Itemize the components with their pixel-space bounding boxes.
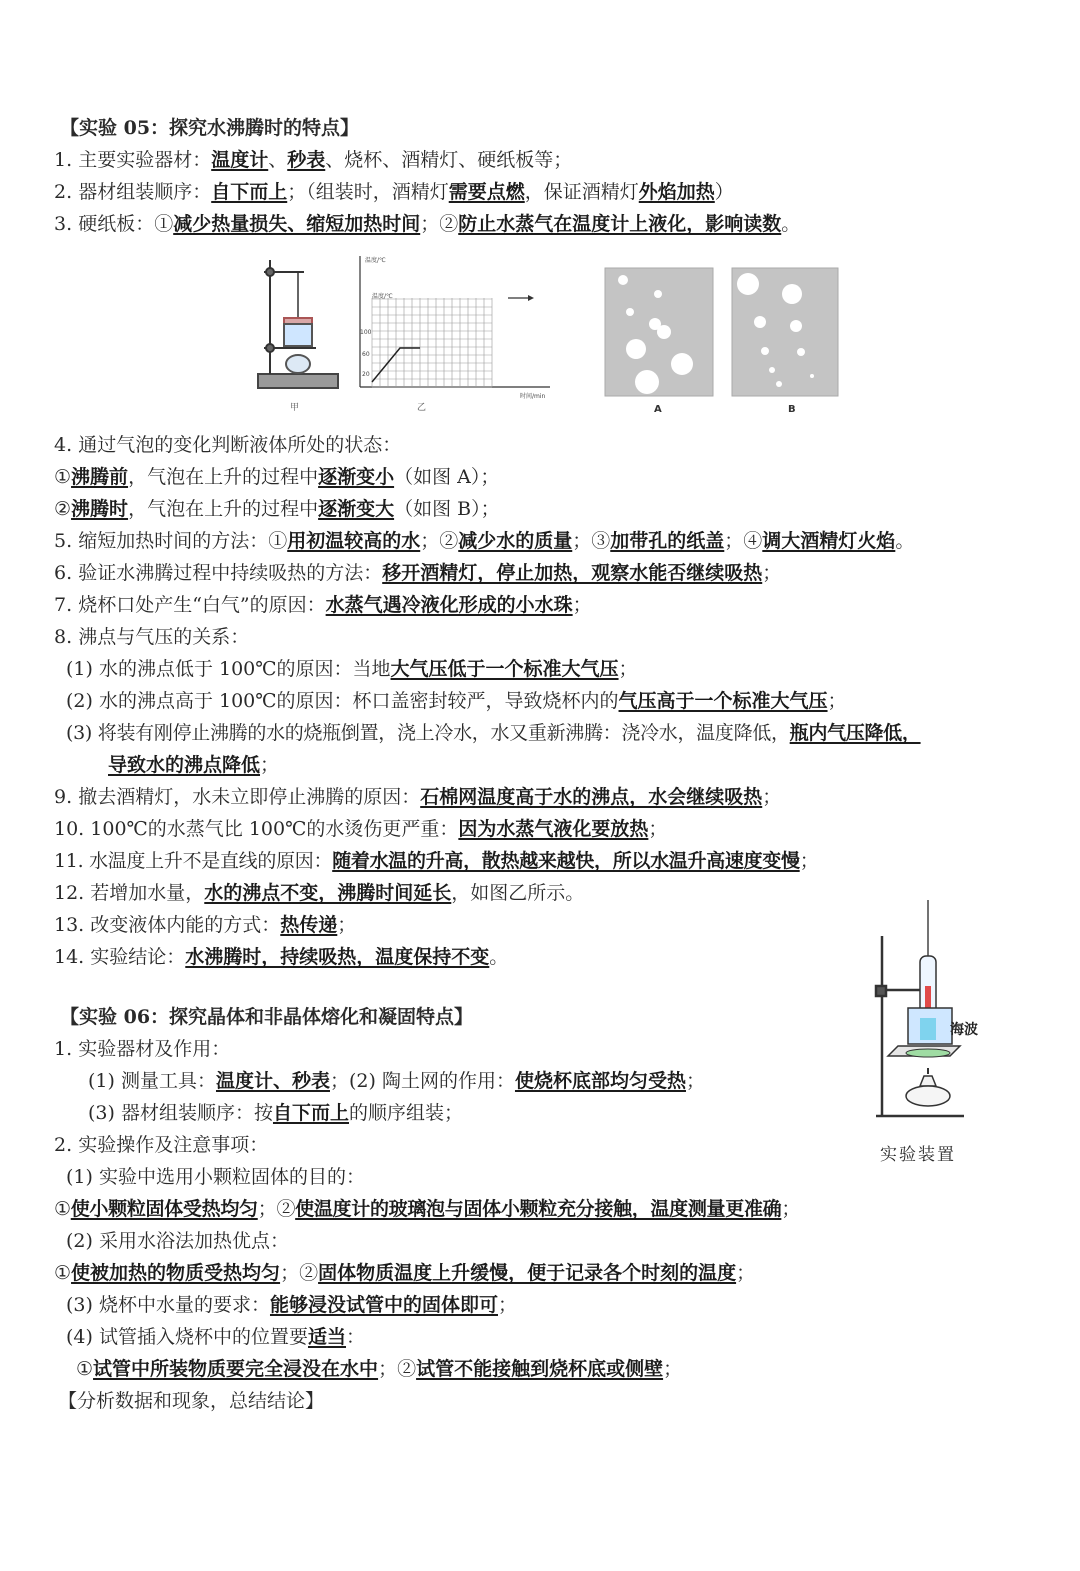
item-number: (1): [88, 1070, 115, 1092]
item-number: 8.: [54, 626, 73, 648]
figure-label-b: B: [788, 404, 796, 415]
item-text: ；②: [280, 1262, 319, 1284]
exp05-item-8-3: [66, 718, 921, 748]
exp05-title: 【实验 05：探究水沸腾时的特点】: [60, 117, 360, 139]
item-text: ；: [572, 594, 592, 616]
item-text: 水温度上升不是直线的原因：: [89, 850, 333, 872]
answer-text: 逐渐变大: [318, 498, 395, 520]
item-text: 实验结论：: [90, 946, 186, 968]
answer-text: 沸腾时: [71, 498, 129, 520]
exp06-item-1-3: [88, 1098, 463, 1128]
exp05-item-9: [54, 782, 781, 812]
item-text: 撤去酒精灯，水未立即停止沸腾的原因：: [78, 786, 421, 808]
exp06-item-1-1: [88, 1066, 705, 1096]
item-text: 烧杯中水量的要求：: [98, 1294, 270, 1316]
bubbles-during-boiling-panel: [732, 268, 838, 396]
item-number: 2.: [54, 1134, 73, 1156]
answer-text: 试管中所装物质要完全浸没在水中: [93, 1358, 379, 1380]
answer-text: 使被加热的物质受热均匀: [71, 1262, 281, 1284]
exp05-item-3: [54, 209, 800, 239]
label-haibo: 海波: [950, 1022, 978, 1038]
graph-tick-label: 20: [362, 371, 370, 378]
item-text: 实验操作及注意事项：: [78, 1134, 269, 1156]
item-number: 3.: [54, 213, 73, 235]
item-text: ；: [685, 1070, 705, 1092]
answer-text: 温度计、秒表: [215, 1070, 330, 1092]
item-text: ；: [337, 914, 357, 936]
exp05-item-1: [54, 145, 572, 175]
answer-text: 秒表: [287, 149, 326, 171]
item-text: ）: [714, 181, 734, 203]
exp05-item-5: [54, 526, 914, 556]
item-text: 验证水沸腾过程中持续吸热的方法：: [78, 562, 383, 584]
item-text: ；: [762, 562, 782, 584]
answer-text: 水蒸气遇冷液化形成的小水珠: [325, 594, 573, 616]
item-text: ；④: [724, 530, 763, 552]
answer-text: 自下而上: [211, 181, 288, 203]
item-text: ；: [260, 754, 280, 776]
item-text: 、烧杯、酒精灯、硬纸板等；: [325, 149, 573, 171]
answer-text: 石棉网温度高于水的沸点，水会继续吸热: [420, 786, 763, 808]
answer-text: 减少热量损失、缩短加热时间: [173, 213, 421, 235]
exp05-item-4b: [54, 494, 500, 524]
item-text: ；(2) 陶土网的作用：: [330, 1070, 515, 1092]
item-text: 测量工具：: [120, 1070, 216, 1092]
temperature-time-graph: [360, 256, 550, 400]
item-text: 。: [781, 213, 801, 235]
answer-text: 适当: [307, 1326, 346, 1348]
water-bath-apparatus-diagram: [868, 896, 998, 1126]
item-number: 4.: [54, 434, 73, 456]
item-text: ；②: [420, 213, 459, 235]
item-text: 缩短加热时间的方法：①: [78, 530, 288, 552]
item-text: ；: [498, 1294, 518, 1316]
item-text: 。: [895, 530, 915, 552]
exp06-item-2-2: [66, 1226, 289, 1256]
item-number: 11.: [54, 850, 84, 872]
item-text: ；②: [420, 530, 459, 552]
item-number: (3): [66, 722, 93, 744]
item-text: 烧杯口处产生“白气”的原因：: [78, 594, 326, 616]
item-text: 硬纸板：①: [78, 213, 174, 235]
item-number: 5.: [54, 530, 73, 552]
item-number: 9.: [54, 786, 73, 808]
answer-text: 减少水的质量: [458, 530, 573, 552]
answer-text: 因为水蒸气液化要放热: [458, 818, 649, 840]
exp05-item-12: [54, 878, 584, 908]
exp06-item-2: [54, 1130, 268, 1160]
item-text: （如图 A）；: [394, 466, 500, 488]
item-text: ，保证酒精灯: [524, 181, 639, 203]
graph-inner-title: 温度/℃: [372, 293, 393, 300]
boiling-apparatus-diagram: [258, 260, 338, 388]
item-text: 将装有刚停止沸腾的水的烧瓶倒置，浇上冷水，水又重新沸腾：浇冷水，温度降低，: [97, 722, 790, 744]
item-text: ①: [54, 1262, 72, 1284]
exp06-title: 【实验 06：探究晶体和非晶体熔化和凝固特点】: [60, 1006, 474, 1028]
item-number: 10.: [54, 818, 85, 840]
answer-text: 逐渐变小: [318, 466, 395, 488]
graph-tick-label: 60: [362, 351, 370, 358]
exp06-item-2-2-detail: [54, 1258, 755, 1288]
exp06-item-2-4-detail: [76, 1354, 682, 1384]
answer-text: 外焰加热: [638, 181, 715, 203]
item-text: 、: [268, 149, 288, 171]
exp06-item-2-4: [66, 1322, 365, 1352]
item-text: ：: [346, 1326, 366, 1348]
exp05-item-8-2: [66, 686, 847, 716]
item-text: ；: [618, 658, 638, 680]
graph-tick-label: 100: [360, 329, 372, 336]
item-text: 水的沸点高于 100℃的原因：杯口盖密封较严，导致烧杯内的: [98, 690, 619, 712]
exp06-item-2-1: [66, 1162, 365, 1192]
exp05-item-6: [54, 558, 781, 588]
exp06-item-1: [54, 1034, 230, 1064]
exp05-item-4a: [54, 462, 499, 492]
item-text: 器材组装顺序：按: [120, 1102, 273, 1124]
item-text: ；③: [572, 530, 611, 552]
answer-text: 使小颗粒固体受热均匀: [70, 1198, 258, 1220]
figure-label-a: A: [654, 404, 662, 415]
item-number: (2): [66, 690, 93, 712]
item-number: 2.: [54, 181, 73, 203]
item-text: ；: [648, 818, 668, 840]
item-text: ；②: [378, 1358, 417, 1380]
item-text: ，如图乙所示。: [451, 882, 585, 904]
exp05-item-7: [54, 590, 592, 620]
item-text: ；: [736, 1262, 756, 1284]
exp05-item-11: [54, 846, 818, 876]
item-text: 采用水浴法加热优点：: [98, 1230, 289, 1252]
item-number: (1): [66, 658, 93, 680]
answer-text: 随着水温的升高，散热越来越快，所以水温升高速度变慢: [332, 850, 800, 872]
item-text: ，气泡在上升的过程中: [128, 498, 319, 520]
figure-label-jia: 甲: [290, 403, 300, 413]
exp06-item-2-1-detail: [54, 1194, 800, 1224]
item-text: 器材组装顺序：: [78, 181, 212, 203]
exp05-item-8-3-cont: [108, 750, 279, 780]
answer-text: 试管不能接触到烧杯底或侧壁: [416, 1358, 664, 1380]
item-text: ①: [76, 1358, 94, 1380]
item-text: 的顺序组装；: [349, 1102, 464, 1124]
item-number: 1.: [54, 1038, 73, 1060]
item-text: 实验器材及作用：: [78, 1038, 231, 1060]
item-number: (3): [66, 1294, 93, 1316]
exp05-item-2: [54, 177, 734, 207]
item-text: ；: [799, 850, 819, 872]
item-text: ；: [781, 1198, 801, 1220]
item-text: ①: [54, 1198, 71, 1220]
item-text: 通过气泡的变化判断液体所处的状态：: [78, 434, 402, 456]
answer-text: 水沸腾时，持续吸热，温度保持不变: [185, 946, 490, 968]
answer-text: 导致水的沸点降低: [108, 754, 261, 776]
answer-text: 气压高于一个标准大气压: [618, 690, 828, 712]
item-number: 14.: [54, 946, 85, 968]
answer-text: 加带孔的纸盖: [610, 530, 725, 552]
answer-text: 使温度计的玻璃泡与固体小颗粒充分接触，温度测量更准确: [295, 1198, 782, 1220]
answer-text: 热传递: [280, 914, 338, 936]
answer-text: 能够浸没试管中的固体即可: [269, 1294, 498, 1316]
apparatus-caption: 实验装置: [880, 1145, 956, 1165]
answer-text: 需要点燃: [448, 181, 525, 203]
exp05-item-8-1: [66, 654, 638, 684]
item-text: 改变液体内能的方式：: [90, 914, 281, 936]
item-text: 100℃的水蒸气比 100℃的水烫伤更严重：: [90, 818, 459, 840]
exp05-item-4: [54, 430, 401, 460]
figure-label-yi: 乙: [417, 403, 427, 413]
item-text: ①: [54, 466, 72, 488]
item-text: ；②: [257, 1198, 296, 1220]
exp05-item-14: [54, 942, 508, 972]
item-text: ，气泡在上升的过程中: [128, 466, 319, 488]
item-text: 试管插入烧杯中的位置要: [98, 1326, 308, 1348]
graph-title: 温度/℃: [365, 257, 386, 264]
item-number: 6.: [54, 562, 73, 584]
answer-text: 自下而上: [272, 1102, 349, 1124]
exp06-summary: 【分析数据和现象，总结结论】: [58, 1390, 325, 1412]
item-text: ②: [54, 498, 72, 520]
item-text: 主要实验器材：: [78, 149, 212, 171]
item-text: 实验中选用小颗粒固体的目的：: [98, 1166, 365, 1188]
answer-text: 固体物质温度上升缓慢，便于记录各个时刻的温度: [318, 1262, 737, 1284]
answer-text: 用初温较高的水: [287, 530, 421, 552]
exp05-item-8: [54, 622, 249, 652]
answer-text: 大气压低于一个标准大气压: [390, 658, 619, 680]
item-number: (2): [66, 1230, 93, 1252]
answer-text: 水的沸点不变，沸腾时间延长: [204, 882, 452, 904]
item-number: (1): [66, 1166, 93, 1188]
bubbles-before-boiling-panel: [605, 268, 713, 396]
item-text: ；（组装时，酒精灯: [287, 181, 449, 203]
item-text: ；: [827, 690, 847, 712]
item-text: ；: [762, 786, 782, 808]
item-text: 水的沸点低于 100℃的原因：当地: [98, 658, 391, 680]
item-text: ；: [663, 1358, 683, 1380]
exp05-item-10: [54, 814, 667, 844]
item-number: 1.: [54, 149, 73, 171]
answer-text: 温度计: [211, 149, 269, 171]
item-number: 7.: [54, 594, 73, 616]
boiling-figures: [250, 252, 850, 422]
item-text: （如图 B）；: [394, 498, 500, 520]
item-number: (3): [88, 1102, 115, 1124]
item-number: 13.: [54, 914, 85, 936]
answer-text: 移开酒精灯，停止加热，观察水能否继续吸热: [382, 562, 763, 584]
exp06-item-2-3: [66, 1290, 517, 1320]
item-number: 12.: [54, 882, 85, 904]
answer-text: 沸腾前: [71, 466, 129, 488]
graph-x-label: 时间/min: [520, 393, 546, 400]
exp05-item-13: [54, 910, 356, 940]
item-text: 若增加水量，: [90, 882, 205, 904]
item-text: 沸点与气压的关系：: [78, 626, 250, 648]
answer-text: 防止水蒸气在温度计上液化，影响读数: [458, 213, 782, 235]
answer-text: 瓶内气压降低，: [789, 722, 921, 744]
answer-text: 使烧杯底部均匀受热: [514, 1070, 686, 1092]
item-text: 。: [489, 946, 509, 968]
answer-text: 调大酒精灯火焰: [762, 530, 896, 552]
item-number: (4): [66, 1326, 93, 1348]
